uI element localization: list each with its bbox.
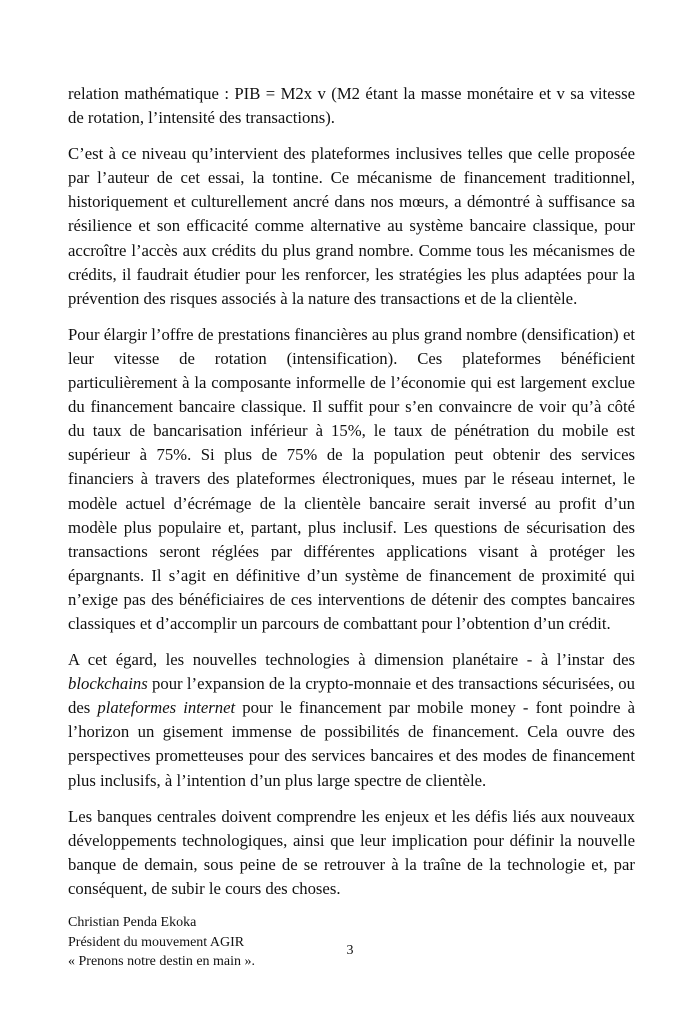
paragraph-text: Pour élargir l’offre de prestations financières au plus grand nombre (densification) et leur vitesse de rotation (intensification). Ces plateformes bénéficient particulièrement à la composante informelle de l’économie qui est largement exclue du financement bancaire classique. Il suffit pour s’en convaincre de voir qu’à côté du taux de bancarisation inférieur à 15%, le taux de pénétration du mobile est supérieur à 75%. Si plus de 75% de la population peut obtenir des services financiers à travers des plateformes électroniques, mues par le réseau internet, le modèle actuel d’écrémage de la clientèle bancaire serait inversé au profit d’un modèle plus populaire et, partant, plus inclusif. Les questions de sécurisation des transactions seront réglées par différentes applications visant à protéger les épargnants. Il s’agit en définitive d’un système de financement de proximité qui n’exige pas des bénéficiaires de ces interventions de détenir des comptes bancaires classiques et d’accomplir un parcours de combattant pour l’obtention d’un crédit. xyxy=(68,324,635,633)
paragraph-text: pour le financement par mobile money - font poindre à l’horizon un gisement immense de possibilités de financement. Cela ouvre des perspectives prometteuses pour des services bancaires et des modes de financement plus inclusifs, à l’intention d’un plus large spectre de clientèle. xyxy=(68,698,636,790)
paragraph xyxy=(68,805,635,901)
paragraph xyxy=(68,648,635,793)
signature-name: Christian Penda Ekoka xyxy=(68,915,197,930)
paragraph-text: relation mathématique : PIB = M2x v (M2 étant la masse monétaire et v sa vitesse de rotation, l’intensité des transactions). xyxy=(68,84,635,128)
document-body xyxy=(68,82,635,972)
paragraph xyxy=(68,82,635,130)
paragraph-text: A cet égard, les nouvelles technologies à dimension planétaire - à l’instar des xyxy=(68,650,635,670)
paragraph xyxy=(68,142,635,311)
signature-motto: « Prenons notre destin en main ». xyxy=(68,954,256,970)
emphasized-text: blockchains xyxy=(68,674,148,694)
emphasized-text: plateformes internet xyxy=(97,698,236,718)
paragraph xyxy=(68,323,635,636)
paragraph-text: pour l’expansion de la crypto-monnaie et des transactions sécurisées, ou des xyxy=(68,674,635,718)
paragraph-text: C’est à ce niveau qu’intervient des plateformes inclusives telles que celle proposée par l’auteur de cet essai, la tontine. Ce mécanisme de financement traditionnel, historiquement et culturellement ancré dans nos mœurs, a démontré à suffisance sa résilience et son efficacité comme alternative au système bancaire classique, pour accroître l’accès aux crédits du plus grand nombre. Comme tous les mécanismes de crédits, il faudrait étudier pour les renforcer, les stratégies les plus adaptées pour la prévention des risques associés à la nature des transactions et de la clientèle. xyxy=(68,144,635,308)
paragraph-text: Les banques centrales doivent comprendre les enjeux et les défis liés aux nouveaux développements technologiques, ainsi que leur implication pour définir la nouvelle banque de demain, sous peine de se retrouver à la traîne de la technologie et, par conséquent, de subir le cours des choses. xyxy=(68,806,635,898)
signature-title: Président du mouvement AGIR xyxy=(68,934,245,950)
page-number: 3 xyxy=(346,943,354,958)
paragraph-list xyxy=(68,82,635,901)
